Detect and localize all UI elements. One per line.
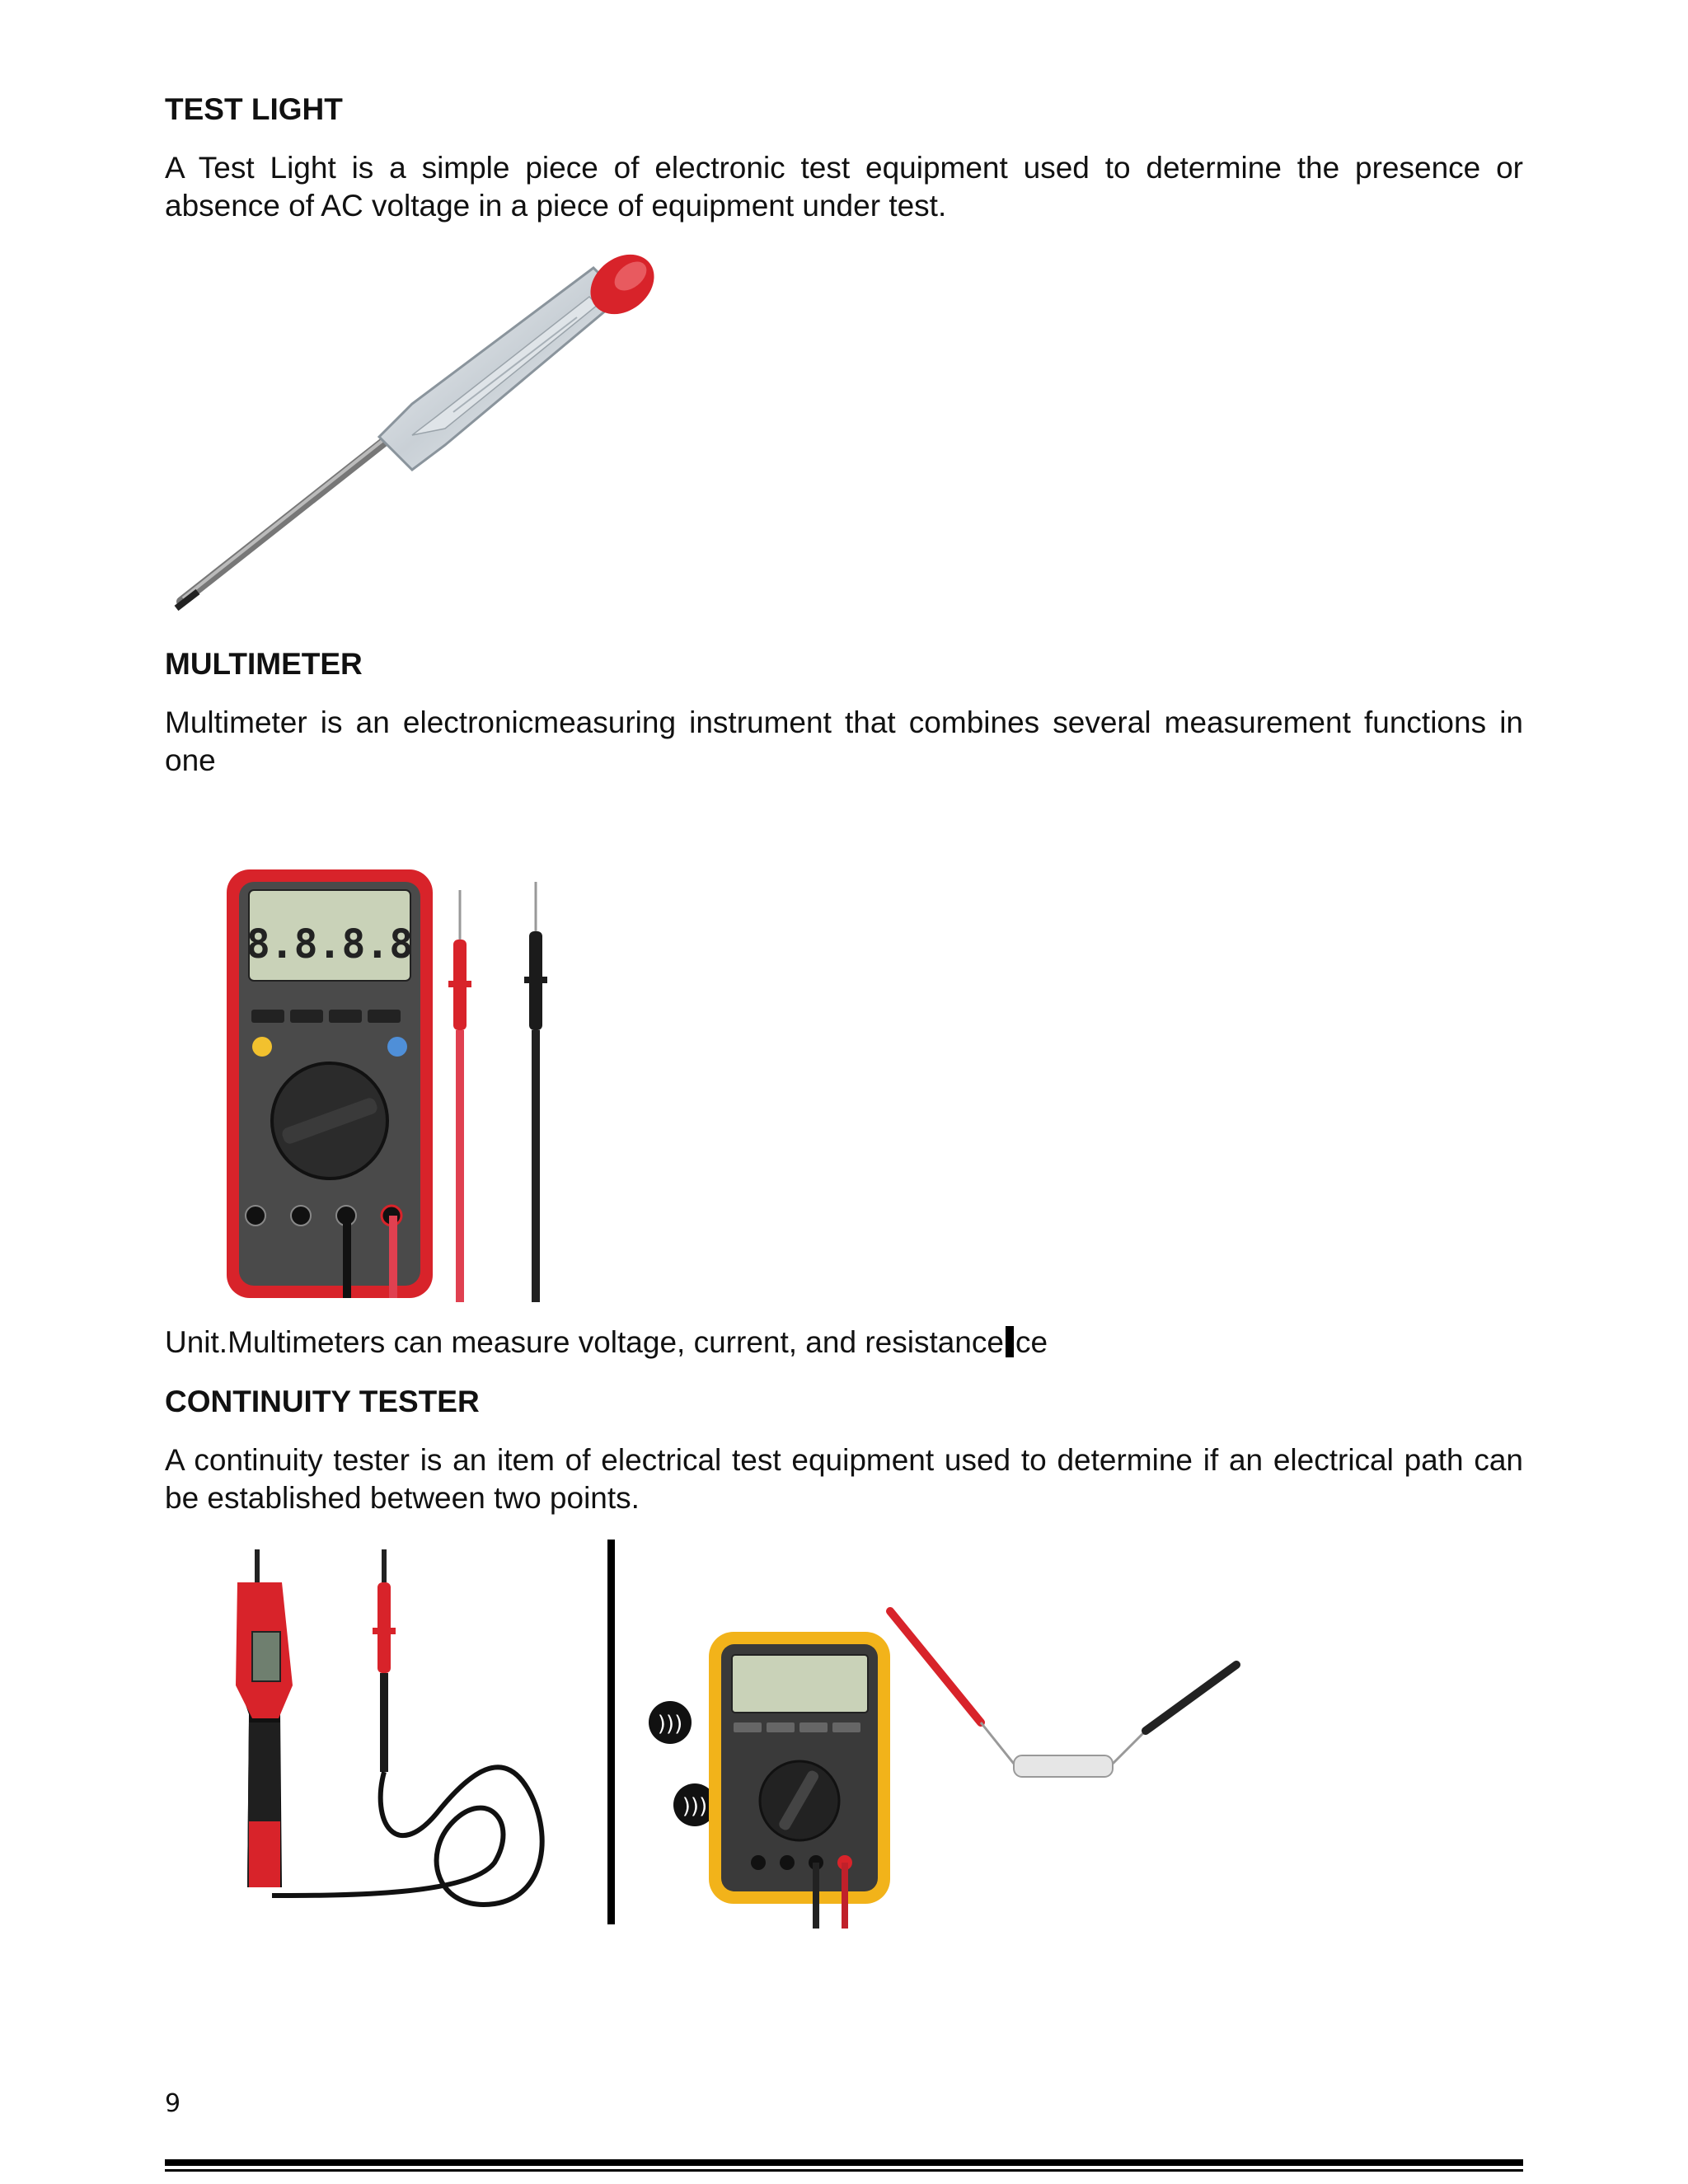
multimeter-caption-tail: ce [1015, 1325, 1048, 1359]
section-title-continuity-tester: CONTINUITY TESTER [165, 1385, 480, 1418]
page-number: 9 [165, 2089, 181, 2118]
image-divider [607, 1540, 615, 1924]
multimeter-caption [165, 1325, 1048, 1360]
multimeter-description: Multimeter is an electronicmeasuring instrument that combines several measurement functions in one [165, 705, 1523, 777]
continuity-meter-image [643, 1607, 1245, 1929]
continuity-tester-description: A continuity tester is an item of electrical test equipment used to determine if an electrical path can be established between two points. [165, 1443, 1523, 1515]
continuity-tester-probe-image [223, 1549, 577, 1912]
multimeter-caption-text: Unit.Multimeters can measure voltage, current, and resistance [165, 1325, 1004, 1359]
section-title-multimeter: MULTIMETER [165, 647, 363, 681]
test-light-description: A Test Light is a simple piece of electronic test equipment used to determine the presence or absence of AC voltage in a piece of equipment under test. [165, 151, 1523, 223]
multimeter-image [214, 865, 569, 1302]
test-light-screwdriver-image [165, 247, 676, 618]
footer-rule-thin [165, 2169, 1523, 2172]
footer-rule [165, 2159, 1523, 2166]
svg-text:))): ))) [657, 1712, 683, 1736]
multimeter-lcd-readout: 8.8.8.8 [246, 921, 414, 968]
text-cursor [1006, 1326, 1014, 1357]
svg-text:))): ))) [682, 1794, 708, 1819]
section-title-test-light: TEST LIGHT [165, 92, 343, 126]
